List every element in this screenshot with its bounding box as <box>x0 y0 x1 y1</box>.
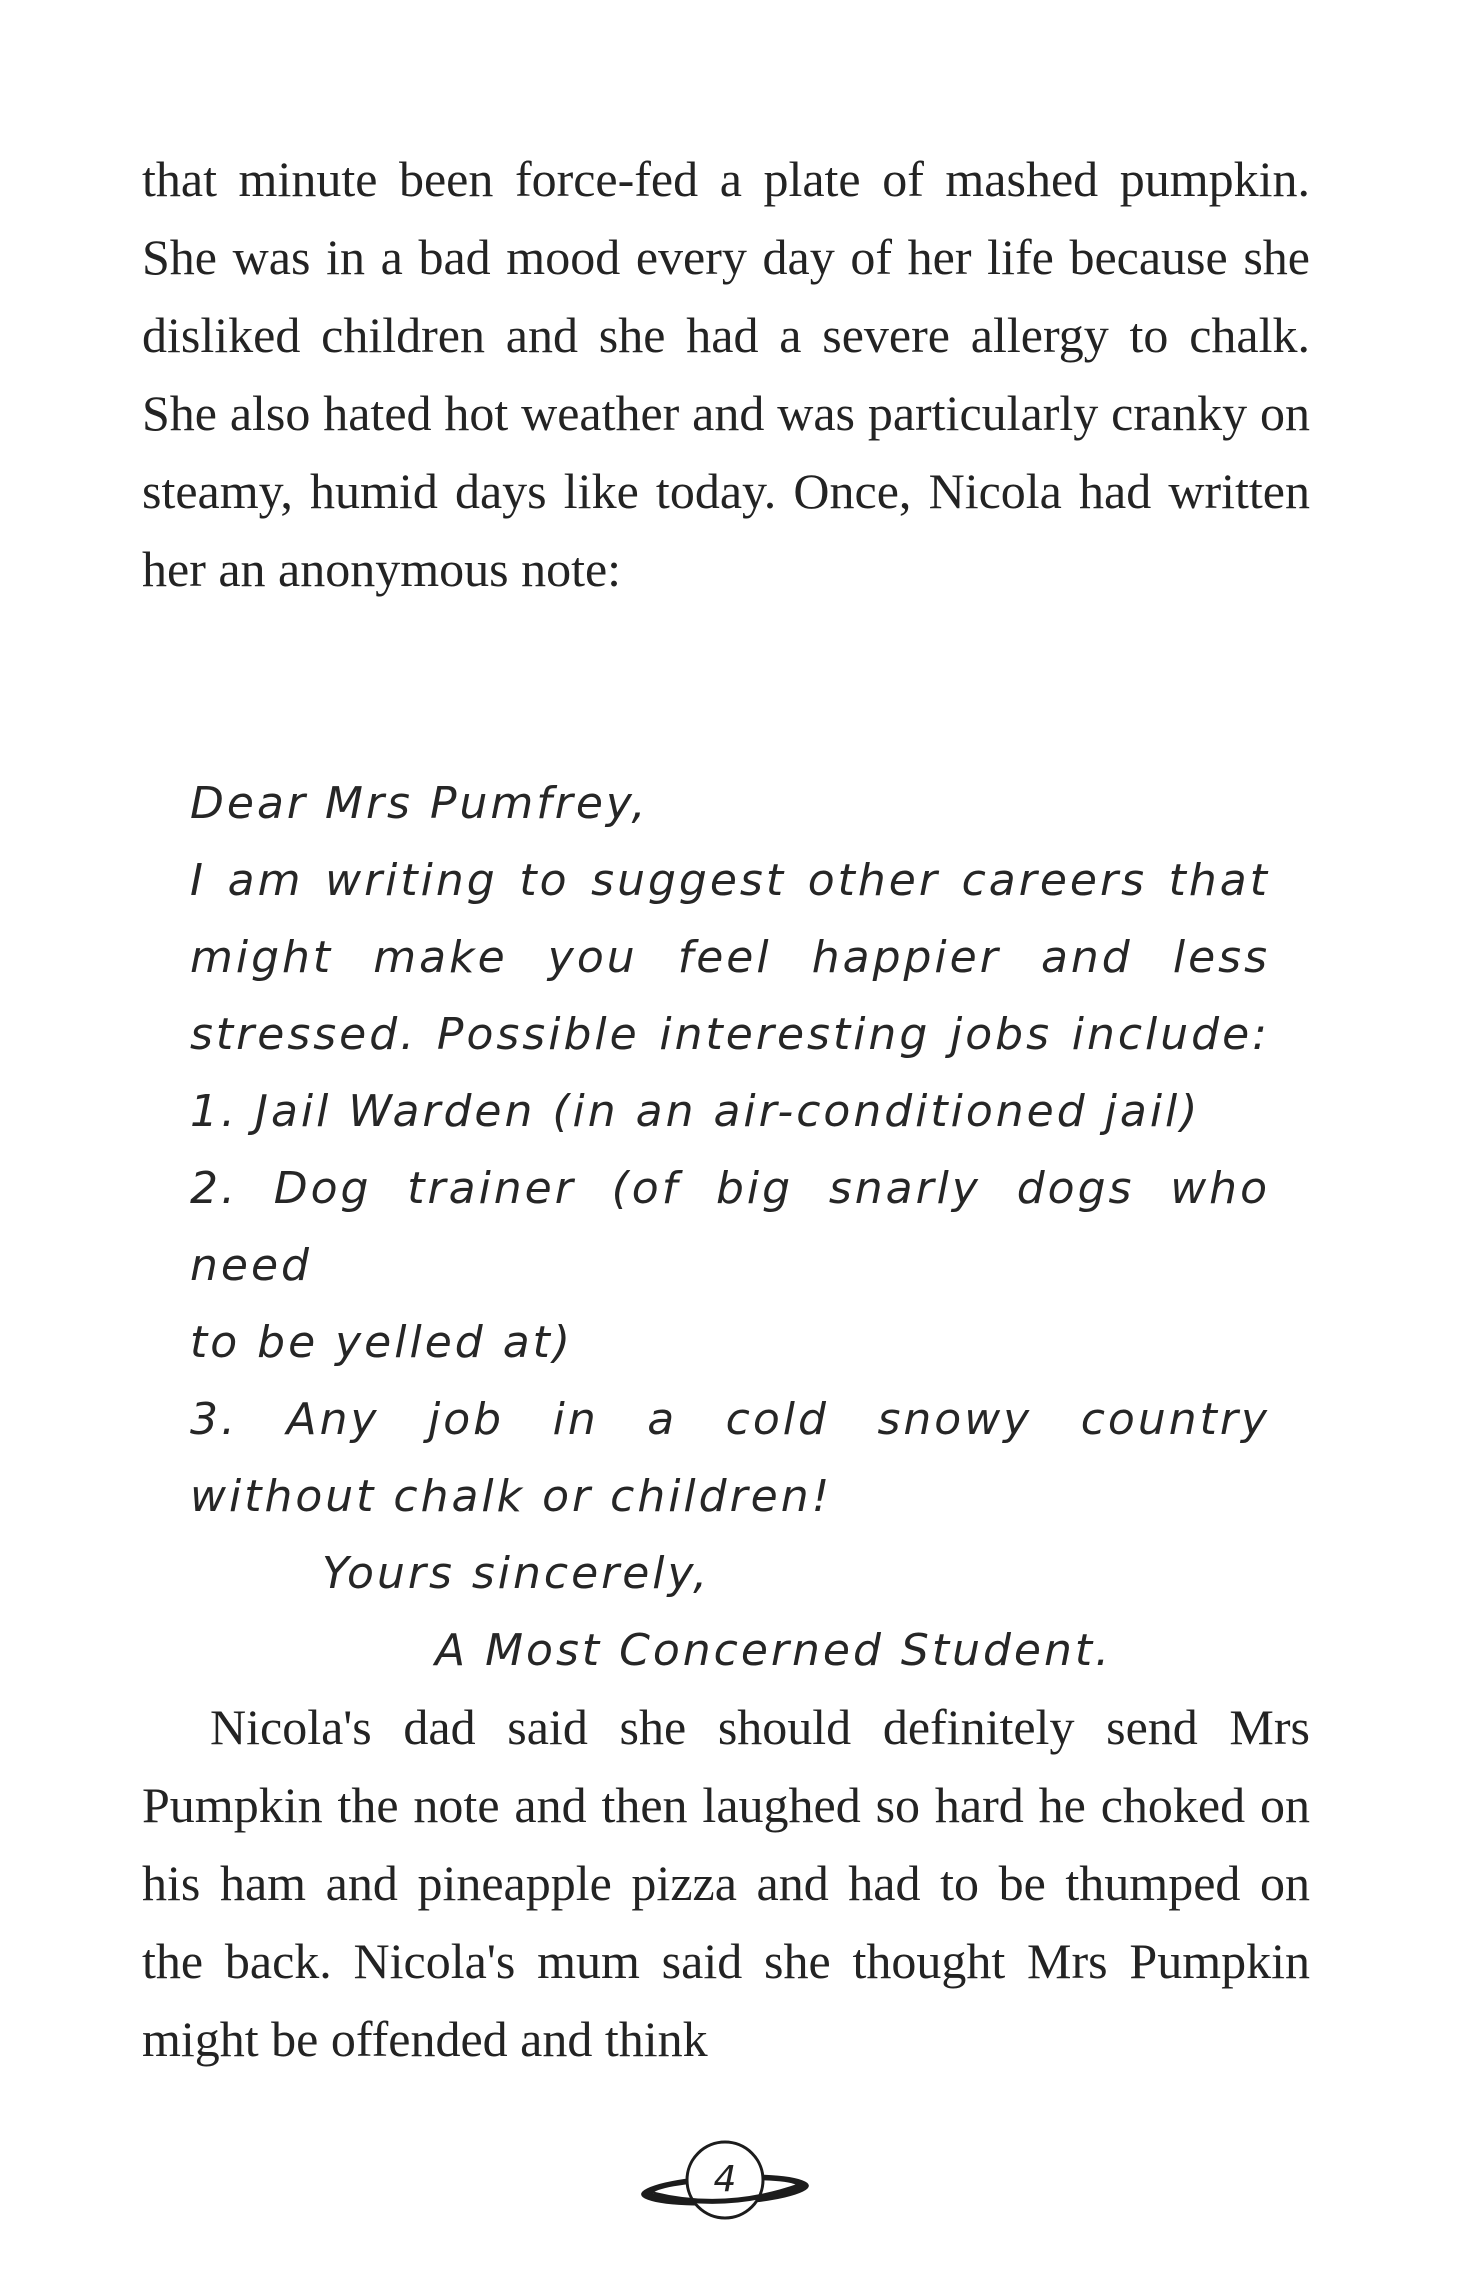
note-salutation: Dear Mrs Pumfrey, <box>190 778 649 829</box>
note-list-item: 2. Dog trainer (of big snarly dogs who need <box>190 1163 1270 1291</box>
note-signature: A Most Concerned Student. <box>435 1625 1113 1676</box>
paragraph-bottom: Nicola's dad said she should definitely send Mrs Pumpkin the note and then laughed so hard he choked on his ham and pineapple pizza and had to be thumped on the back. Nicola's mum said she thought Mrs Pumpkin might be offended and think <box>142 1699 1310 2067</box>
note-closing: Yours sincerely, <box>322 1548 711 1599</box>
note-list-item: 1. Jail Warden (in an air-conditioned jail) <box>190 1086 1201 1137</box>
note-list-item: 3. Any job in a cold snowy country <box>190 1394 1270 1445</box>
note-line: I am writing to suggest other careers that <box>190 855 1270 906</box>
note-line: stressed. Possible interesting jobs include: <box>190 1009 1270 1060</box>
page-number: 4 <box>713 2159 737 2200</box>
note-line: might make you feel happier and less <box>190 932 1270 983</box>
handwritten-note <box>190 765 1270 1689</box>
note-line: without chalk or children! <box>190 1471 833 1522</box>
paragraph-top: that minute been force-fed a plate of mashed pumpkin. She was in a bad mood every day of her life because she disliked children and she had a severe allergy to chalk. She also hated hot weather and was particularly cranky on steamy, humid days like today. Once, Nicola had written her an anonymous note: <box>142 151 1310 597</box>
note-line: to be yelled at) <box>190 1317 574 1368</box>
page-number-badge <box>635 2140 815 2240</box>
